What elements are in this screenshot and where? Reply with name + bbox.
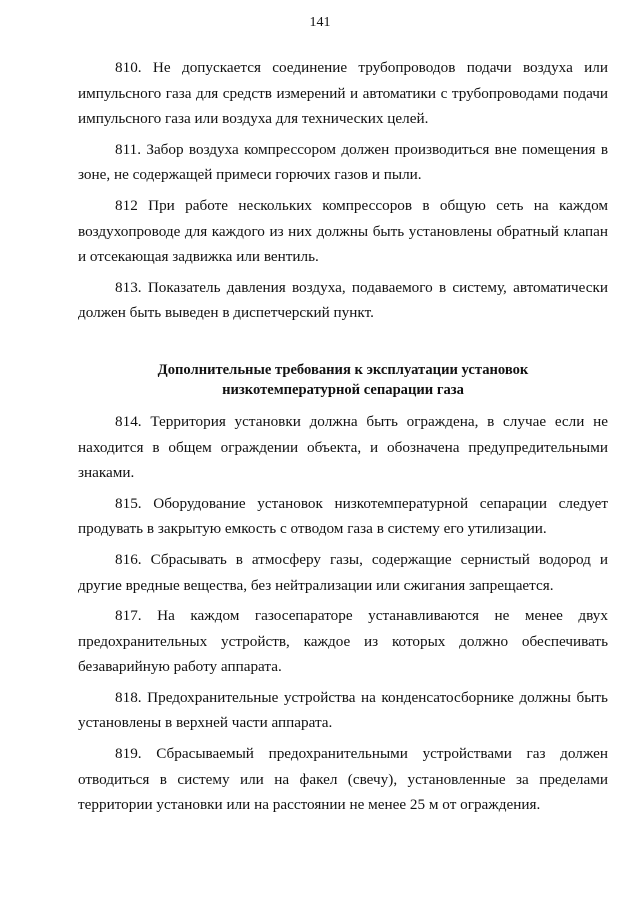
section-heading	[78, 360, 608, 400]
paragraph-812: 812 При работе нескольких компрессоров в общую сеть на каждом воздухопроводе для каждого из них должны быть установлены обратный клапан и отсекающая задвижка или вентиль.	[78, 196, 608, 266]
paragraph-814: 814. Территория установки должна быть ограждена, в случае если не находится в общем ограждении объекта, и обозначена предупредительными знаками.	[78, 412, 608, 482]
paragraph-810: 810. Не допускается соединение трубопроводов подачи воздуха или импульсного газа для средств измерений и автоматики с трубопроводами подачи импульсного газа или воздуха для технических целей.	[78, 59, 608, 128]
paragraph-819: 819. Сбрасываемый предохранительными устройствами газ должен отводиться в систему или на факел (свечу), установленные за пределами территории установки или на расстоянии не менее 25 м от ограждения.	[78, 745, 608, 814]
paragraph-811: 811. Забор воздуха компрессором должен производиться вне помещения в зоне, не содержащей примеси горючих газов и пыли.	[78, 140, 608, 184]
paragraph-816: 816. Сбрасывать в атмосферу газы, содержащие сернистый водород и другие вредные вещества, без нейтрализации или сжигания запрещается.	[78, 550, 608, 594]
page-number: 141	[309, 15, 331, 30]
section-heading-line-1: Дополнительные требования к эксплуатации установок	[157, 361, 529, 378]
paragraph-813: 813. Показатель давления воздуха, подаваемого в систему, автоматически должен быть выведен в диспетчерский пункт.	[78, 278, 608, 322]
paragraph-817: 817. На каждом газосепараторе устанавливаются не менее двух предохранительных устройств, каждое из которых должно обеспечивать безаварийную работу аппарата.	[78, 607, 608, 676]
section-heading-line-2: низкотемпературной сепарации газа	[222, 381, 464, 398]
paragraph-815: 815. Оборудование установок низкотемпературной сепарации следует продувать в закрытую емкость с отводом газа в систему его утилизации.	[78, 494, 608, 538]
document-body	[78, 55, 608, 818]
paragraph-818: 818. Предохранительные устройства на конденсатосборнике должны быть установлены в верхней части аппарата.	[78, 688, 608, 732]
